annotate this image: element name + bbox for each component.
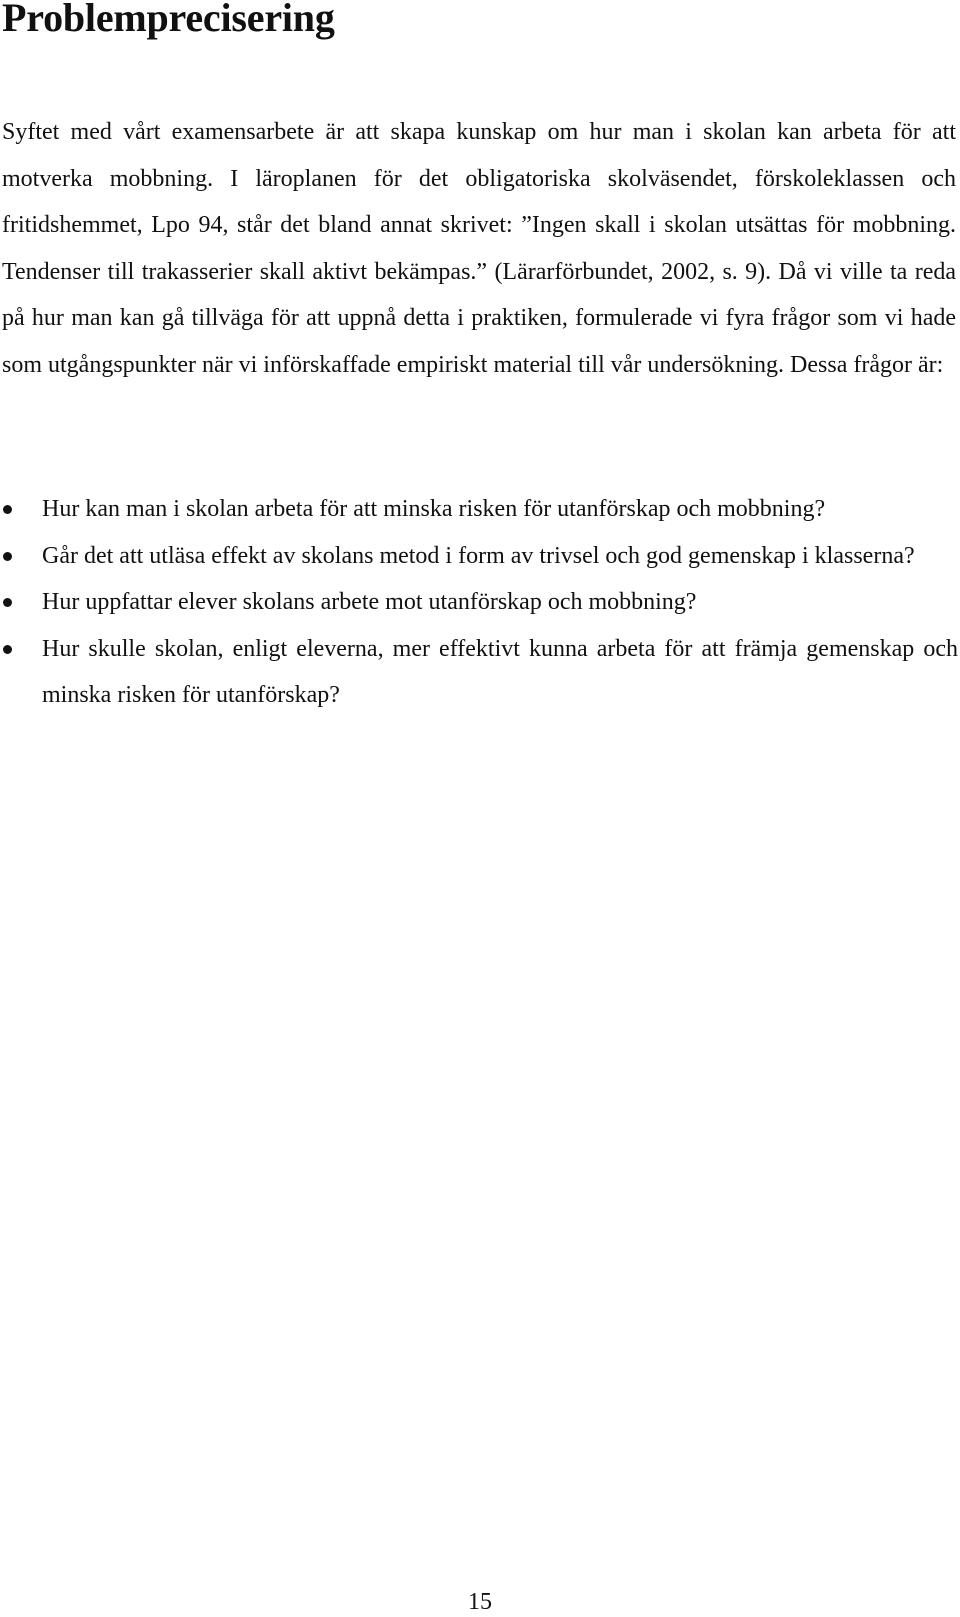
list-item — [0, 486, 958, 533]
question-text: Hur skulle skolan, enligt eleverna, mer effektivt kunna arbeta för att främja gemenskap och minska risken för utanförskap? — [42, 635, 958, 708]
question-text: Hur kan man i skolan arbeta för att minska risken för utanförskap och mobbning? — [42, 496, 826, 522]
body-paragraph: Syftet med vårt examensarbete är att skapa kunskap om hur man i skolan kan arbeta för att motverka mobbning. I läroplanen för det obligatoriska skolväsendet, förskoleklassen och fritidshemmet, Lpo 94, står det bland annat skrivet: ”Ingen skall i skolan utsättas för mobbning. Tendenser till trakasserier skall aktivt bekämpas.” (Lärarförbundet, 2002, s. 9). Då vi ville ta reda på hur man kan gå tillväga för att uppnå detta i praktiken, formulerade vi fyra frågor som vi hade som utgångspunkter när vi införskaffade empiriskt material till vår undersökning. Dessa frågor är: — [2, 119, 956, 378]
bullet-icon — [3, 598, 12, 607]
question-text: Går det att utläsa effekt av skolans metod i form av trivsel och god gemenskap i klasserna? — [42, 542, 915, 569]
research-questions-list — [0, 486, 958, 719]
page-number: 15 — [468, 1589, 492, 1615]
list-item — [0, 533, 958, 580]
section-heading: Problemprecisering — [2, 0, 335, 40]
list-item — [0, 579, 958, 626]
question-text: Hur uppfattar elever skolans arbete mot utanförskap och mobbning? — [42, 589, 697, 615]
bullet-icon — [3, 552, 12, 561]
bullet-icon — [3, 645, 12, 654]
list-item — [0, 626, 958, 719]
bullet-icon — [3, 505, 12, 514]
